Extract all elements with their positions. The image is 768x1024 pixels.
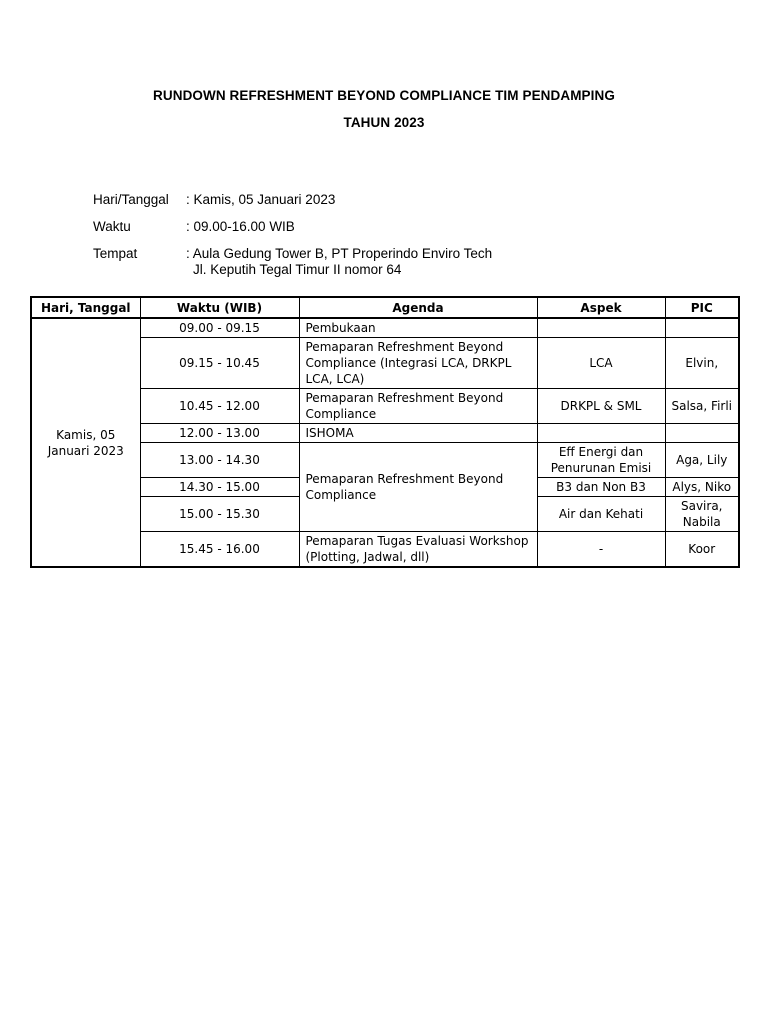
header-agenda: Agenda	[299, 297, 537, 318]
agenda-cell: Pemaparan Refreshment Beyond Compliance	[299, 443, 537, 532]
agenda-cell: Pemaparan Tugas Evaluasi Workshop (Plotting, Jadwal, dll)	[299, 532, 537, 568]
rundown-table	[30, 296, 740, 568]
aspek-cell: B3 dan Non B3	[537, 478, 665, 497]
waktu-cell: 15.45 - 16.00	[140, 532, 299, 568]
aspek-cell: Eff Energi dan Penurunan Emisi	[537, 443, 665, 478]
tempat-label: Tempat	[93, 246, 138, 261]
aspek-cell: LCA	[537, 338, 665, 389]
agenda-cell: Pemaparan Refreshment Beyond Compliance	[299, 389, 537, 424]
waktu-cell: 12.00 - 13.00	[140, 424, 299, 443]
aspek-cell: -	[537, 532, 665, 568]
hari-tanggal-value: : Kamis, 05 Januari 2023	[186, 192, 336, 207]
waktu-label: Waktu	[93, 219, 131, 234]
header-pic: PIC	[665, 297, 739, 318]
header-waktu: Waktu (WIB)	[140, 297, 299, 318]
waktu-cell: 10.45 - 12.00	[140, 389, 299, 424]
waktu-cell: 09.15 - 10.45	[140, 338, 299, 389]
aspek-cell: Air dan Kehati	[537, 497, 665, 532]
pic-cell: Aga, Lily	[665, 443, 739, 478]
waktu-cell: 09.00 - 09.15	[140, 318, 299, 338]
aspek-cell	[537, 318, 665, 338]
header-hari-tanggal: Hari, Tanggal	[31, 297, 140, 318]
agenda-cell: ISHOMA	[299, 424, 537, 443]
document-title: RUNDOWN REFRESHMENT BEYOND COMPLIANCE TIM PENDAMPING	[153, 88, 615, 103]
aspek-cell: DRKPL & SML	[537, 389, 665, 424]
pic-cell: Savira, Nabila	[665, 497, 739, 532]
waktu-value: : 09.00-16.00 WIB	[186, 219, 295, 234]
aspek-cell	[537, 424, 665, 443]
agenda-cell: Pemaparan Refreshment Beyond Compliance (Integrasi LCA, DRKPL LCA, LCA)	[299, 338, 537, 389]
pic-cell: Alys, Niko	[665, 478, 739, 497]
pic-cell	[665, 318, 739, 338]
document-subtitle-year: TAHUN 2023	[343, 115, 425, 130]
waktu-cell: 13.00 - 14.30	[140, 443, 299, 478]
waktu-cell: 15.00 - 15.30	[140, 497, 299, 532]
header-aspek: Aspek	[537, 297, 665, 318]
pic-cell	[665, 424, 739, 443]
hari-tanggal-label: Hari/Tanggal	[93, 192, 169, 207]
pic-cell: Elvin,	[665, 338, 739, 389]
tempat-address: Jl. Keputih Tegal Timur II nomor 64	[193, 262, 402, 277]
waktu-cell: 14.30 - 15.00	[140, 478, 299, 497]
day-cell: Kamis, 05 Januari 2023	[31, 318, 140, 567]
table-row	[31, 318, 739, 338]
pic-cell: Salsa, Firli	[665, 389, 739, 424]
pic-cell: Koor	[665, 532, 739, 568]
agenda-cell: Pembukaan	[299, 318, 537, 338]
table-header-row	[31, 297, 739, 318]
tempat-value: : Aula Gedung Tower B, PT Properindo Enviro Tech	[186, 246, 493, 261]
